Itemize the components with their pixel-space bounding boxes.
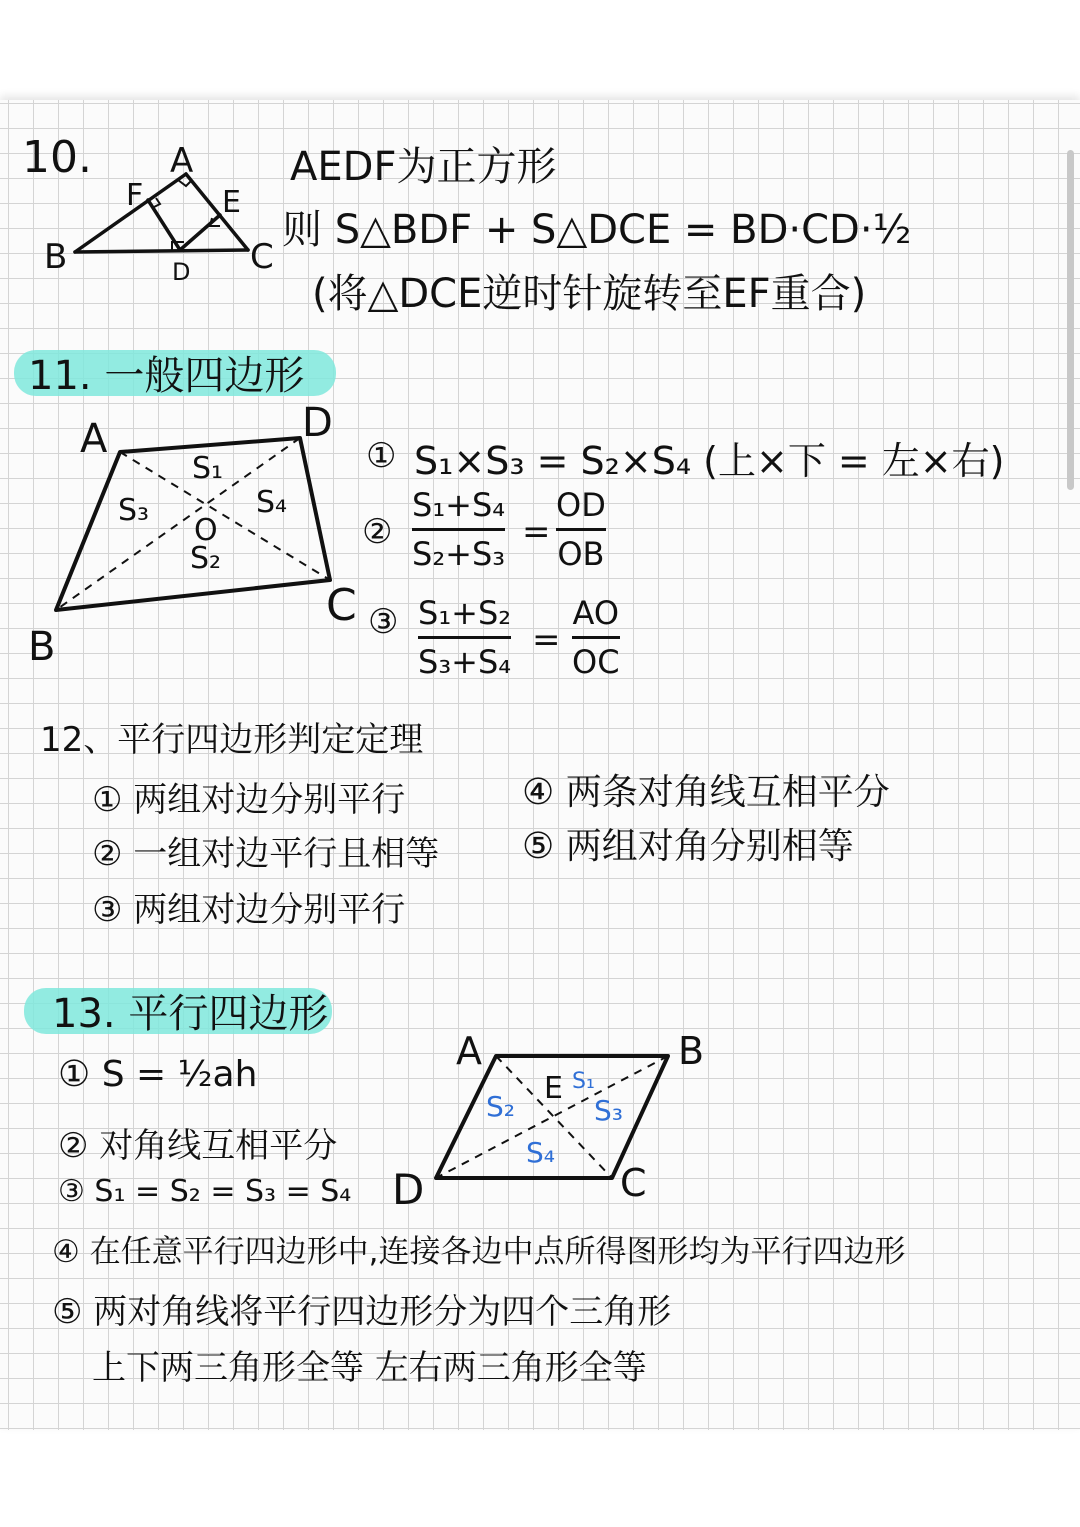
section-11-label-a: A — [80, 416, 108, 462]
section-10-label-a: A — [170, 141, 194, 181]
section-10-number: 10. — [22, 132, 92, 183]
section-13-label-e: E — [544, 1071, 563, 1106]
section-13-label-b: B — [678, 1029, 705, 1073]
section-11-label-o: O — [194, 513, 218, 548]
section-12-item-3: ③ 两组对边分别平行 — [92, 890, 406, 930]
section-13-item-3: ③ S₁ = S₂ = S₃ = S₄ — [58, 1174, 352, 1209]
section-10-label-b: B — [44, 237, 68, 277]
section-10-label-f: F — [126, 178, 144, 213]
fraction-numerator: OD — [556, 486, 606, 524]
section-11-label-s3: S₃ — [118, 493, 150, 528]
section-11-label-d: D — [302, 400, 333, 446]
section-10-line-3: (将△DCE逆时针旋转至EF重合) — [312, 271, 867, 317]
section-10-line-1: AEDF为正方形 — [290, 144, 557, 190]
section-11-label-s2: S₂ — [190, 541, 222, 576]
section-13-label-a: A — [456, 1029, 482, 1073]
section-12-item-1: ① 两组对边分别平行 — [92, 780, 406, 820]
section-11-rule-3-equals: = — [532, 620, 561, 660]
section-12-item-4: ④ 两条对角线互相平分 — [522, 772, 890, 813]
fraction-denominator: S₂+S₃ — [412, 535, 506, 573]
section-13-item-1: ① S = ½ah — [58, 1054, 258, 1095]
section-13-item-2: ② 对角线互相平分 — [58, 1126, 338, 1166]
fraction-denominator: OB — [557, 535, 605, 573]
section-13-label-s1: S₁ — [572, 1069, 595, 1094]
section-11-rule-3-number: ③ — [368, 602, 399, 642]
fraction-numerator: S₁+S₄ — [412, 486, 506, 524]
section-13-item-4: ④ 在任意平行四边形中,连接各边中点所得图形均为平行四边形 — [52, 1234, 906, 1270]
section-11-rule-1-number: ① — [366, 436, 397, 476]
section-13-title: 13. 平行四边形 — [52, 991, 329, 1037]
section-10-line-2: 则 S△BDF + S△DCE = BD·CD·½ — [282, 207, 912, 253]
section-12-item-5: ⑤ 两组对角分别相等 — [522, 826, 854, 867]
section-13-item-6: 上下两三角形全等 左右两三角形全等 — [92, 1348, 647, 1388]
section-11-label-s1: S₁ — [192, 451, 224, 486]
fraction-denominator: OC — [572, 643, 620, 681]
section-10-label-e: E — [222, 185, 241, 220]
section-10-label-d: D — [172, 258, 191, 286]
section-12-title: 12、平行四边形判定定理 — [40, 720, 424, 760]
section-11-title: 11. 一般四边形 — [28, 353, 305, 399]
section-11-rule-2-equals: = — [522, 512, 551, 552]
section-13-item-5: ⑤ 两对角线将平行四边形分为四个三角形 — [52, 1292, 672, 1332]
section-11-rule-2-number: ② — [362, 512, 393, 552]
section-13-label-s2: S₂ — [486, 1090, 515, 1123]
section-11-label-c: C — [326, 580, 357, 631]
fraction-numerator: AO — [572, 594, 620, 632]
fraction-denominator: S₃+S₄ — [418, 643, 512, 681]
section-13-label-s3: S₃ — [594, 1094, 623, 1127]
fraction-numerator: S₁+S₂ — [418, 594, 512, 632]
section-10-label-c: C — [250, 237, 274, 277]
section-12-item-2: ② 一组对边平行且相等 — [92, 834, 440, 874]
section-13-label-d: D — [392, 1165, 425, 1214]
section-13-label-c: C — [620, 1161, 647, 1205]
section-11-rule-1: S₁×S₃ = S₂×S₄ (上×下 = 左×右) — [414, 439, 1005, 483]
section-13-label-s4: S₄ — [526, 1136, 555, 1169]
section-11-label-s4: S₄ — [256, 485, 288, 520]
section-11-label-b: B — [28, 624, 56, 670]
